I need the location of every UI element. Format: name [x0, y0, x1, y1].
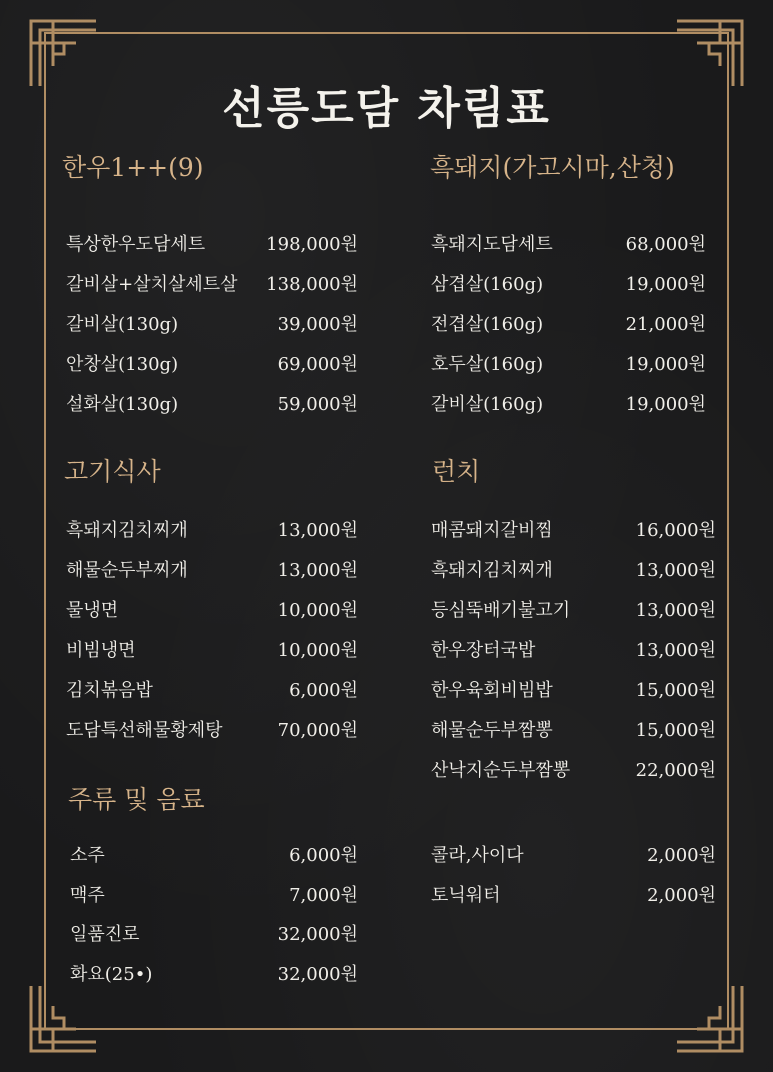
menu-item: [66, 270, 358, 300]
item-name: 한우장터국밥: [431, 640, 536, 661]
corner-ornament-bottom-left: [26, 980, 102, 1056]
item-price: 19,000원: [625, 274, 706, 295]
item-name: 삼겹살(160g): [431, 274, 544, 295]
menu-item: [431, 230, 706, 260]
item-name: 한우육회비빔밥: [431, 680, 553, 701]
section-title-meal: 고기식사: [64, 457, 161, 486]
item-price: 138,000원: [266, 274, 358, 295]
item-price: 13,000원: [277, 560, 358, 581]
menu-item: [66, 390, 358, 420]
menu-item: [431, 756, 716, 786]
menu-item: [66, 230, 358, 260]
item-name: 흑돼지김치찌개: [66, 520, 188, 541]
section-title-pork: 흑돼지(가고시마,산청): [430, 153, 675, 182]
menu-item: [66, 310, 358, 340]
item-price: 2,000원: [647, 845, 716, 866]
menu-item: [431, 716, 716, 746]
item-price: 59,000원: [277, 394, 358, 415]
menu-item: [66, 516, 358, 546]
item-name: 맥주: [70, 885, 105, 906]
item-name: 흑돼지도담세트: [431, 234, 553, 255]
item-name: 소주: [70, 845, 105, 866]
menu-item: [66, 596, 358, 626]
menu-item: [70, 841, 358, 871]
item-name: 매콤돼지갈비찜: [431, 520, 553, 541]
menu-item: [66, 556, 358, 586]
menu-item: [70, 920, 358, 950]
item-price: 21,000원: [625, 314, 706, 335]
item-name: 전겹살(160g): [431, 314, 544, 335]
menu-item: [431, 676, 716, 706]
section-title-drinks: 주류 및 음료: [68, 785, 205, 814]
item-name: 안창살(130g): [66, 354, 179, 375]
item-name: 도담특선해물황제탕: [66, 720, 223, 741]
item-price: 19,000원: [625, 354, 706, 375]
menu-item: [66, 636, 358, 666]
item-price: 19,000원: [625, 394, 706, 415]
menu-item: [431, 636, 716, 666]
menu-item: [431, 881, 716, 911]
menu-item: [431, 596, 716, 626]
item-name: 산낙지순두부짬뽕: [431, 760, 571, 781]
item-price: 22,000원: [635, 760, 716, 781]
menu-item: [431, 556, 716, 586]
item-name: 호두살(160g): [431, 354, 544, 375]
item-price: 16,000원: [635, 520, 716, 541]
item-name: 비빔냉면: [66, 640, 136, 661]
item-price: 13,000원: [635, 560, 716, 581]
item-price: 198,000원: [266, 234, 358, 255]
item-price: 32,000원: [277, 924, 358, 945]
menu-item: [431, 841, 716, 871]
corner-ornament-bottom-right: [671, 980, 747, 1056]
item-name: 특상한우도담세트: [66, 234, 206, 255]
item-price: 68,000원: [625, 234, 706, 255]
item-name: 해물순두부찌개: [66, 560, 188, 581]
item-name: 갈비살(130g): [66, 314, 179, 335]
menu-item: [66, 716, 358, 746]
item-price: 15,000원: [635, 680, 716, 701]
item-name: 김치볶음밥: [66, 680, 153, 701]
item-name: 콜라,사이다: [431, 845, 524, 866]
item-name: 토닉워터: [431, 885, 501, 906]
item-price: 6,000원: [289, 680, 358, 701]
item-price: 10,000원: [277, 600, 358, 621]
item-name: 설화살(130g): [66, 394, 179, 415]
item-price: 2,000원: [647, 885, 716, 906]
item-price: 7,000원: [289, 885, 358, 906]
item-price: 32,000원: [277, 964, 358, 985]
item-name: 해물순두부짬뽕: [431, 720, 553, 741]
menu-item: [431, 350, 706, 380]
menu-item: [66, 350, 358, 380]
section-title-hanwoo: 한우1++(9): [62, 153, 204, 182]
menu-item: [70, 881, 358, 911]
item-price: 15,000원: [635, 720, 716, 741]
menu-item: [431, 516, 716, 546]
item-price: 13,000원: [277, 520, 358, 541]
item-name: 흑돼지김치찌개: [431, 560, 553, 581]
item-price: 6,000원: [289, 845, 358, 866]
item-price: 10,000원: [277, 640, 358, 661]
item-price: 69,000원: [277, 354, 358, 375]
item-name: 물냉면: [66, 600, 119, 621]
menu-item: [66, 676, 358, 706]
item-price: 13,000원: [635, 640, 716, 661]
item-price: 70,000원: [277, 720, 358, 741]
item-name: 갈비살+살치살세트살: [66, 274, 238, 295]
item-name: 등심뚝배기불고기: [431, 600, 571, 621]
item-price: 39,000원: [277, 314, 358, 335]
item-name: 갈비살(160g): [431, 394, 544, 415]
item-name: 일품진로: [70, 924, 140, 945]
menu-item: [431, 310, 706, 340]
menu-item: [431, 390, 706, 420]
section-title-lunch: 런치: [432, 457, 481, 486]
item-name: 화요(25•): [70, 964, 153, 985]
menu-item: [431, 270, 706, 300]
menu-item: [70, 960, 358, 990]
item-price: 13,000원: [635, 600, 716, 621]
menu-title: 선릉도담 차림표: [222, 83, 551, 134]
